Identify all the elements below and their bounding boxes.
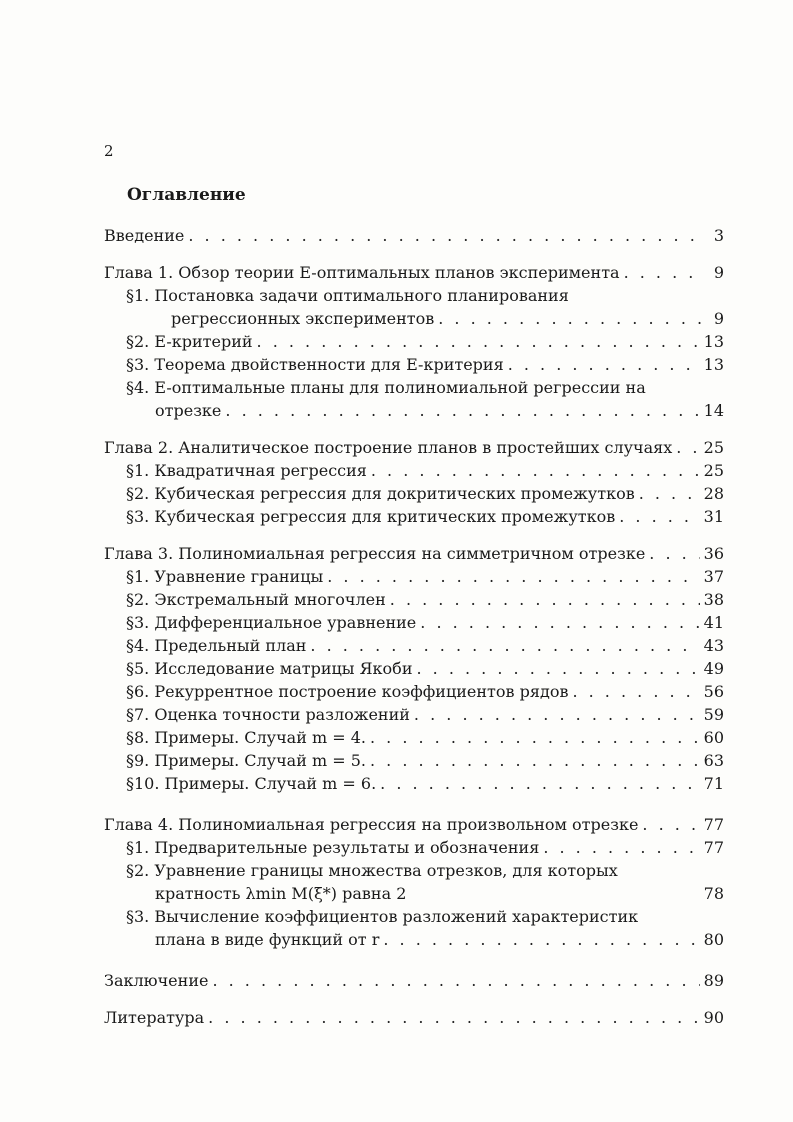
toc-ch4-section-3-cont[interactable]	[104, 928, 724, 951]
toc-page-number: 3	[713, 226, 724, 245]
toc-literature[interactable]	[104, 1006, 724, 1029]
toc-page-number: 36	[703, 544, 724, 563]
toc-entry-label: кратность λmin M(ξ*) равна 2	[155, 884, 407, 903]
toc-page-number: 60	[703, 728, 724, 747]
toc-chapter-4[interactable]	[104, 813, 724, 836]
toc-ch3-section-2[interactable]	[104, 588, 724, 611]
toc-page-number: 63	[703, 751, 724, 770]
toc-entry-label: §5. Исследование матрицы Якоби	[126, 659, 413, 678]
dot-leader	[310, 634, 699, 657]
toc-page-number: 78	[703, 884, 724, 903]
toc-ch4-section-1[interactable]	[104, 836, 724, 859]
toc-entry-label: §1. Постановка задачи оптимального планирования	[126, 286, 569, 305]
toc-ch1-section-1-cont[interactable]	[104, 307, 724, 330]
toc-entry-label: §1. Уравнение границы	[126, 567, 324, 586]
toc-conclusion[interactable]	[104, 969, 724, 992]
toc-entry-label: §3. Дифференциальное уравнение	[126, 613, 417, 632]
toc-entry-label: §10. Примеры. Случай m = 6.	[126, 774, 377, 793]
toc-entry-label: Глава 1. Обзор теории E-оптимальных планов эксперимента	[104, 263, 620, 282]
toc-ch3-section-1[interactable]	[104, 565, 724, 588]
toc-entry-label: регрессионных экспериментов	[171, 309, 435, 328]
toc-page-number: 59	[703, 705, 724, 724]
toc-ch1-section-4-cont[interactable]	[104, 399, 724, 422]
toc-entry-label: §3. Вычисление коэффициентов разложений характеристик	[126, 907, 639, 926]
dot-leader	[508, 353, 700, 376]
toc-page-number: 77	[703, 815, 724, 834]
toc-page-number: 37	[703, 567, 724, 586]
toc-entry-label: Глава 2. Аналитическое построение планов в простейших случаях	[104, 438, 673, 457]
toc-entry-label: §2. Уравнение границы множества отрезков, для которых	[126, 861, 618, 880]
toc-entry-label: Глава 3. Полиномиальная регрессия на симметричном отрезке	[104, 544, 646, 563]
toc-ch1-section-1[interactable]	[104, 284, 724, 307]
toc-page-number: 13	[703, 332, 724, 351]
toc-entry-label: плана в виде функций от r	[155, 930, 380, 949]
dot-leader	[624, 261, 702, 284]
toc-intro[interactable]	[104, 224, 724, 247]
toc-ch1-section-3[interactable]	[104, 353, 724, 376]
page-number: 2	[104, 142, 114, 160]
toc-page-number: 31	[703, 507, 724, 526]
toc-entry-label: отрезке	[155, 401, 222, 420]
toc-ch4-section-2[interactable]	[104, 859, 724, 882]
dot-leader	[371, 459, 700, 482]
dot-leader	[380, 772, 699, 795]
toc-page-number: 80	[703, 930, 724, 949]
toc-ch3-section-5[interactable]	[104, 657, 724, 680]
toc-page-number: 77	[703, 838, 724, 857]
toc-entry-label: §7. Оценка точности разложений	[126, 705, 410, 724]
toc-page-number: 25	[703, 438, 724, 457]
toc-ch3-section-9[interactable]	[104, 749, 724, 772]
toc-ch4-section-2-cont[interactable]	[104, 882, 724, 905]
toc-entry-label: §4. Предельный план	[126, 636, 307, 655]
toc-ch2-section-3[interactable]	[104, 505, 724, 528]
toc-entry-label: §4. E-оптимальные планы для полиномиальной регрессии на	[126, 378, 646, 397]
dot-leader	[225, 399, 699, 422]
toc-page-number: 25	[703, 461, 724, 480]
dot-leader	[327, 565, 699, 588]
toc-entry-label: §6. Рекуррентное построение коэффициентов рядов	[126, 682, 569, 701]
toc-page-number: 43	[703, 636, 724, 655]
toc-chapter-2[interactable]	[104, 436, 724, 459]
toc-entry-label: Литература	[104, 1008, 205, 1027]
toc-entry-label: §1. Квадратичная регрессия	[126, 461, 367, 480]
toc-ch3-section-8[interactable]	[104, 726, 724, 749]
dot-leader	[212, 969, 699, 992]
toc-ch1-section-4[interactable]	[104, 376, 724, 399]
toc-page-number: 28	[703, 484, 724, 503]
toc-entry-label: §2. Экстремальный многочлен	[126, 590, 386, 609]
toc-entry-label: §1. Предварительные результаты и обозначения	[126, 838, 540, 857]
dot-leader	[390, 588, 700, 611]
dot-leader	[416, 657, 699, 680]
dot-leader	[257, 330, 700, 353]
toc-page-number: 41	[703, 613, 724, 632]
toc-ch3-section-3[interactable]	[104, 611, 724, 634]
toc-chapter-1[interactable]	[104, 261, 724, 284]
toc-ch4-section-3[interactable]	[104, 905, 724, 928]
toc-ch3-section-6[interactable]	[104, 680, 724, 703]
toc-ch1-section-2[interactable]	[104, 330, 724, 353]
toc-entry-label: §8. Примеры. Случай m = 4.	[126, 728, 366, 747]
dot-leader	[188, 224, 702, 247]
toc-ch3-section-4[interactable]	[104, 634, 724, 657]
dot-leader	[370, 749, 700, 772]
toc-page-number: 13	[703, 355, 724, 374]
dot-leader	[572, 680, 699, 703]
toc-entry-label: §3. Теорема двойственности для E-критерия	[126, 355, 504, 374]
toc-page-number: 89	[703, 971, 724, 990]
toc-page-number: 38	[703, 590, 724, 609]
toc-entry-label: Введение	[104, 226, 185, 245]
dot-leader	[543, 836, 699, 859]
dot-leader	[420, 611, 699, 634]
toc-chapter-3[interactable]	[104, 542, 724, 565]
toc-page-number: 14	[703, 401, 724, 420]
toc-ch3-section-7[interactable]	[104, 703, 724, 726]
toc-page-number: 90	[703, 1008, 724, 1027]
toc-ch2-section-1[interactable]	[104, 459, 724, 482]
dot-leader	[639, 482, 700, 505]
toc-page-number: 49	[703, 659, 724, 678]
dot-leader	[642, 813, 699, 836]
toc-page-number: 9	[713, 309, 724, 328]
toc-entry-label: §2. E-критерий	[126, 332, 253, 351]
table-of-contents	[104, 224, 724, 1029]
toc-page-number: 71	[703, 774, 724, 793]
toc-entry-label: §2. Кубическая регрессия для докритических промежутков	[126, 484, 635, 503]
dot-leader	[649, 542, 699, 565]
toc-title: Оглавление	[127, 185, 246, 205]
dot-leader	[208, 1006, 699, 1029]
toc-entry-label: §3. Кубическая регрессия для критических промежутков	[126, 507, 616, 526]
dot-leader	[370, 726, 700, 749]
toc-ch2-section-2[interactable]	[104, 482, 724, 505]
toc-entry-label: §9. Примеры. Случай m = 5.	[126, 751, 366, 770]
toc-page-number: 56	[703, 682, 724, 701]
dot-leader	[676, 436, 699, 459]
dot-leader	[438, 307, 702, 330]
toc-page-number: 9	[713, 263, 724, 282]
dot-leader	[383, 928, 699, 951]
toc-ch3-section-10[interactable]	[104, 772, 724, 795]
toc-entry-label: Заключение	[104, 971, 209, 990]
dot-leader	[414, 703, 700, 726]
dot-leader	[619, 505, 699, 528]
toc-entry-label: Глава 4. Полиномиальная регрессия на произвольном отрезке	[104, 815, 639, 834]
